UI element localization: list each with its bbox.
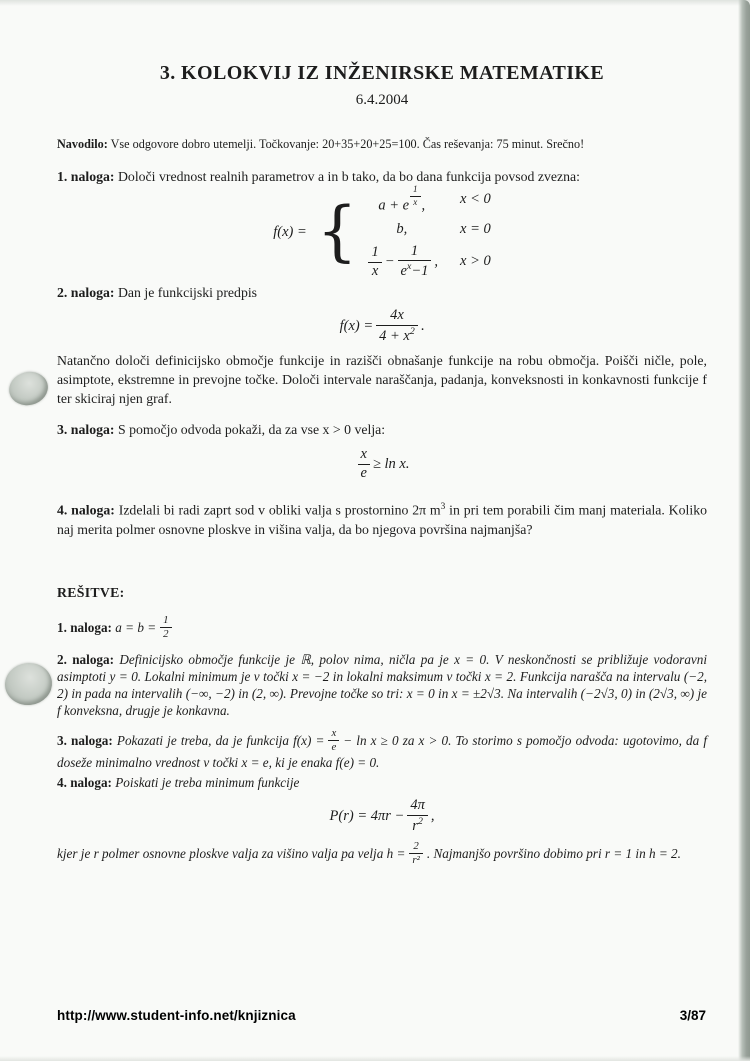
problem-2-label: 2. naloga: [57, 285, 115, 300]
fraction: $\frac{1}{x}$ [368, 245, 381, 278]
scan-edge-shadow [738, 0, 750, 1061]
problem-1-formula: f(x) = { a + e $\frac{1}{x}$ , x < 0 b, x = 0 $\frac{1}{x}$ − $\frac{1}{e^x-1}$ , x > 0 [273, 184, 491, 279]
formula-lhs: f(x) = [273, 223, 307, 240]
instructions-line [57, 137, 707, 152]
problem-4: 4. naloga: Izdelali bi radi zaprt sod v obliki valja s prostornino 2π $m^3$ in pri tem porabili čim manj materiala. Koliko naj merita polmer osnovne ploskve in višina valja, da bo njegova površina najmanjša? [57, 502, 708, 537]
problem-2-text: Dan je funkcijski predpis [117, 285, 258, 300]
instructions-text: Vse odgovore dobro utemelji. Točkovanje: 20+35+20+25=100. Čas reševanja: 75 minut. Srečno! [110, 137, 585, 151]
fraction: $\frac{4x}{4 + x^2}$ [376, 308, 418, 343]
case-2-cond: x = 0 [460, 220, 491, 237]
piecewise-cases [365, 185, 490, 279]
formula-tail: . [420, 317, 425, 334]
problem-2-description: Natančno določi definicijsko območje funkcije in razišči obnašanje funkcije na robu območja. Poišči ničle, pole, asimptote, ekstremne in prevojne točke. Določi intervale naraščanja, padanja, konveksnosti in konkavnosti funkcije f ter skiciraj njen graf. [57, 353, 707, 406]
formula-lhs: P(r) = 4πr − [329, 807, 405, 824]
problem-1-label: 1. naloga: [57, 169, 115, 184]
punch-hole-icon [3, 661, 54, 708]
case-1-cond: x < 0 [460, 191, 491, 208]
problem-1-text: Določi vrednost realnih parametrov a in b tako, da bo dana funkcija povsod zvezna: [117, 169, 580, 184]
fraction: $\frac{1}{e^x-1}$ [398, 244, 432, 279]
fraction: $\frac{x}{e}$ [328, 728, 339, 754]
case-3-cond: x > 0 [460, 252, 491, 269]
solutions-heading: REŠITVE: [57, 585, 125, 600]
problem-3-formula [57, 443, 707, 485]
solution-4-label: 4. naloga: [57, 775, 112, 790]
solution-4 [57, 774, 707, 791]
solution-4-formula [57, 794, 707, 838]
problem-3-text: S pomočjo odvoda pokaži, da za vse x > 0 velja: [117, 422, 386, 437]
solution-1: 1. naloga: a = b = $\frac{1}{2}$ [57, 615, 707, 641]
scan-edge-top [0, 0, 750, 6]
punch-hole-icon [6, 368, 52, 409]
problem-1 [57, 167, 707, 186]
instructions-label: Navodilo: [57, 137, 108, 151]
solution-2 [57, 651, 707, 719]
case-1-expr: a + e $\frac{1}{x}$ , [378, 184, 426, 214]
formula-lhs: f(x) = [339, 317, 374, 334]
problem-2-formula [57, 303, 707, 349]
problem-3 [57, 420, 707, 439]
solution-3: 3. naloga: Pokazati je treba, da je funkcija f(x) = $\frac{x}{e}$ − ln x ≥ 0 za x > 0. To storimo s pomočjo odvoda: ugotovimo, da f doseže minimalno vrednost v točki x = e, ki je enaka f(e) = 0. [57, 727, 708, 770]
problem-3-label: 3. naloga: [57, 422, 115, 437]
exponent-fraction: $\frac{1}{x}$ [410, 185, 421, 207]
solution-4-conclusion: kjer je r polmer osnovne ploskve valja za višino valja pa velja h = $\frac{2}{\text{r²}}$ . Najmanjšo površino dobimo pri r = 1 in h = 2. [57, 840, 681, 867]
fraction: $\frac{1}{2}$ [160, 615, 171, 641]
scan-edge-bottom [0, 1056, 750, 1061]
case-2-expr: b, [396, 220, 408, 237]
solution-4-text: Poiskati je treba minimum funkcije [115, 775, 300, 790]
case-3-expr: $\frac{1}{x}$ − $\frac{1}{e^x-1}$ , [365, 244, 438, 279]
solution-3-label: 3. naloga: [57, 732, 113, 748]
document-title: 3. KOLOKVIJ IZ INŽENIRSKE MATEMATIKE [159, 62, 605, 84]
problem-2 [57, 283, 707, 302]
fraction: $\frac{x}{e}$ [358, 447, 370, 480]
formula-rhs: ≥ ln x. [372, 455, 410, 472]
document-date: 6.4.2004 [355, 92, 409, 108]
solution-1-label: 1. naloga: [57, 619, 112, 635]
fraction: $\frac{4\pi}{r^2}$ [407, 798, 428, 833]
solution-2-label: 2. naloga: [57, 652, 114, 667]
cubic-meter-exponent: 3 [440, 502, 446, 512]
fraction: $\frac{2}{\text{r²}}$ [409, 841, 422, 867]
solution-2-text: Definicijsko območje funkcije je ℝ, polov nima, ničla pa je x = 0. V neskončnosti se približuje vodoravni asimptoti y = 0. Lokalni minimum je v točki x = −2 in lokalni maksimum v točki x = 2. Funkcija narašča na intervalu (−2, 2) in pada na intervalih (−∞, −2) in (2, ∞). Prevojne točke so tri: x = 0 in x = ±2√3. Na intervalih (−2√3, 0) in (2√3, ∞) je f konveksna, drugje je konkavna. [57, 652, 708, 718]
footer-url: http://www.student-info.net/knjiznica [57, 1008, 296, 1023]
footer-page-number: 3/87 [679, 1008, 706, 1023]
problem-4-label: 4. naloga: [57, 502, 115, 518]
formula-tail: , [430, 807, 435, 824]
